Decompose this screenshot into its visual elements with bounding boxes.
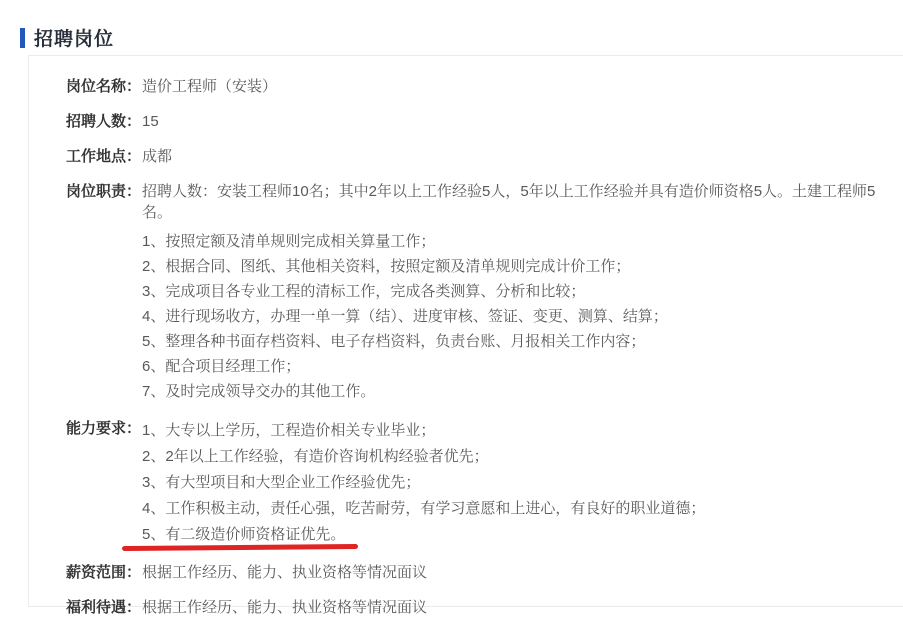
location-label: 工作地点： — [66, 148, 142, 165]
duty-item: 2、根据合同、图纸、其他相关资料，按照定额及清单规则完成计价工作； — [142, 258, 631, 275]
field-row-headcount — [66, 111, 898, 132]
duty-item: 1、按照定额及清单规则完成相关算量工作； — [142, 233, 436, 250]
page-title: 招聘岗位 — [34, 29, 115, 50]
requirement-item-text: 5、有二级造价师资格证优先。 — [142, 526, 346, 543]
job-name-label: 岗位名称： — [66, 78, 142, 95]
requirement-item: 3、有大型项目和大型企业工作经验优先； — [142, 474, 421, 491]
duties-label: 岗位职责： — [66, 183, 142, 200]
duties-list — [142, 229, 898, 404]
requirement-item: 4、工作积极主动，责任心强，吃苦耐劳，有学习意愿和上进心，有良好的职业道德； — [142, 500, 706, 517]
duty-item: 4、进行现场收方，办理一单一算（结）、进度审核、签证、变更、测算、结算； — [142, 308, 668, 325]
requirements-list — [142, 418, 705, 548]
benefits-label: 福利待遇： — [66, 599, 142, 616]
duty-item: 3、完成项目各专业工程的清标工作，完成各类测算、分析和比较； — [142, 283, 586, 300]
section-header — [20, 24, 114, 51]
field-row-requirements — [66, 418, 898, 548]
duties-value — [142, 181, 898, 404]
duty-item: 6、配合项目经理工作； — [142, 358, 301, 375]
requirement-item: 2、2年以上工作经验，有造价咨询机构经验者优先； — [142, 448, 489, 465]
requirements-label: 能力要求： — [66, 420, 142, 437]
job-name-value: 造价工程师（安装） — [142, 78, 278, 95]
field-row-duties — [66, 181, 898, 404]
title-accent-bar — [20, 28, 25, 48]
headcount-value: 15 — [142, 113, 159, 130]
salary-value: 根据工作经历、能力、执业资格等情况面议 — [142, 564, 428, 581]
field-row-salary — [66, 562, 898, 583]
duties-intro: 招聘人数：安装工程师10名；其中2年以上工作经验5人，5年以上工作经验并具有造价师资格5人。土建工程师5名。 — [142, 183, 876, 221]
field-row-job-name — [66, 76, 898, 97]
headcount-label: 招聘人数： — [66, 113, 142, 130]
field-row-location — [66, 146, 898, 167]
field-row-benefits — [66, 597, 898, 618]
salary-label: 薪资范围： — [66, 564, 142, 581]
red-annotation-underline — [122, 544, 358, 551]
requirement-item: 1、大专以上学历，工程造价相关专业毕业； — [142, 422, 436, 439]
duty-item: 7、及时完成领导交办的其他工作。 — [142, 383, 376, 400]
job-detail-panel — [28, 55, 903, 616]
location-value: 成都 — [142, 148, 173, 165]
duty-item: 5、整理各种书面存档资料、电子存档资料，负责台账、月报相关工作内容； — [142, 333, 646, 350]
benefits-value: 根据工作经历、能力、执业资格等情况面议 — [142, 599, 428, 616]
requirement-item-highlighted — [142, 522, 705, 548]
